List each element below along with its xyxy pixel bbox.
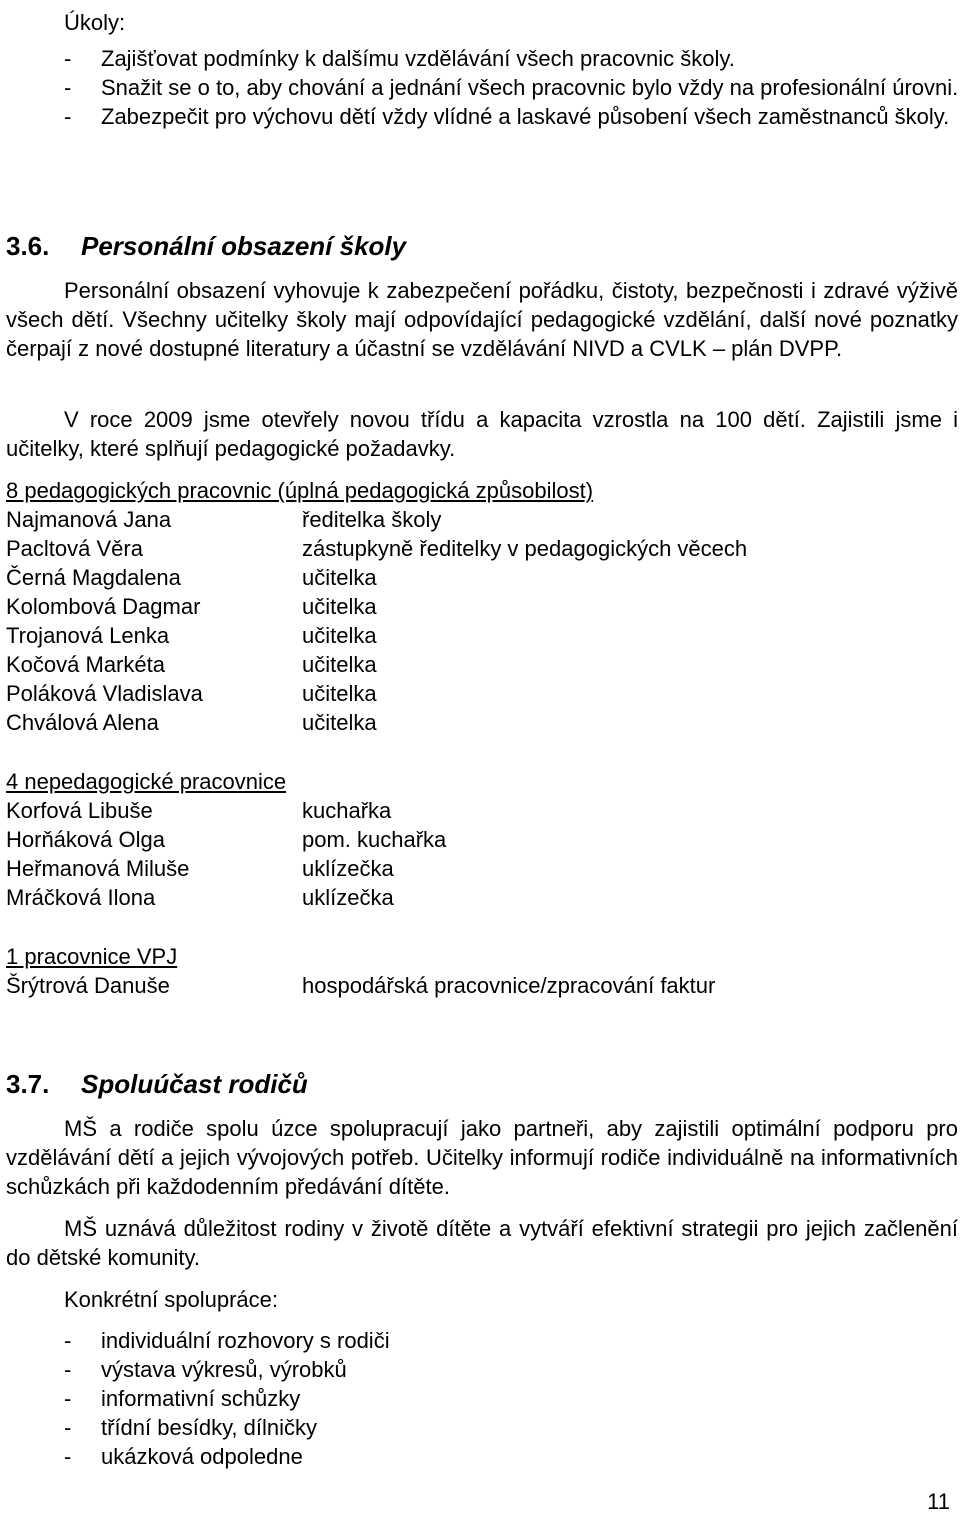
list-item: - Zabezpečit pro výchovu dětí vždy vlídné a laskavé působení všech zaměstnanců školy.	[64, 104, 950, 129]
section-title: Spoluúčast rodičů	[81, 1069, 308, 1099]
pedagogical-staff-list	[6, 505, 958, 737]
table-row: Kolombová Dagmar učitelka	[6, 594, 377, 619]
list-item: - individuální rozhovory s rodiči	[64, 1328, 390, 1353]
table-row: Kočová Markéta učitelka	[6, 652, 377, 677]
table-row: Pacltová Věra zástupkyně ředitelky v pedagogických věcech	[6, 536, 748, 561]
table-row: Najmanová Jana ředitelka školy	[6, 507, 442, 532]
section-title: Personální obsazení školy	[81, 231, 407, 261]
nonpedagogical-staff-title: 4 nepedagogické pracovnice	[6, 769, 287, 794]
tasks-title: Úkoly:	[64, 10, 126, 35]
page-number: 11	[927, 1489, 950, 1514]
list-item: - Zajišťovat podmínky k dalšímu vzdělávání všech pracovnic školy.	[64, 46, 735, 71]
list-item: - výstava výkresů, výrobků	[64, 1357, 347, 1382]
vpj-staff-title: 1 pracovnice VPJ	[6, 944, 178, 969]
list-item: - informativní schůzky	[64, 1386, 301, 1411]
table-row: Horňáková Olga pom. kuchařka	[6, 827, 447, 852]
section-heading-3-7	[6, 1068, 308, 1100]
personnel-paragraph-2: V roce 2009 jsme otevřely novou třídu a kapacita vzrostla na 100 dětí. Zajistili jsme i učitelky, které splňují pedagogické požadavky.	[6, 407, 958, 461]
table-row: Černá Magdalena učitelka	[6, 565, 377, 590]
table-row: Trojanová Lenka učitelka	[6, 623, 377, 648]
table-row: Heřmanová Miluše uklízečka	[6, 856, 394, 881]
cooperation-list	[64, 1326, 960, 1471]
section-heading-3-6	[6, 230, 406, 262]
pedagogical-staff-title: 8 pedagogických pracovnic (úplná pedagogická způsobilost)	[6, 478, 594, 503]
section-number: 3.6.	[6, 231, 50, 261]
parents-paragraph-1: MŠ a rodiče spolu úzce spolupracují jako partneři, aby zajistili optimální podporu pro vzdělávání dětí a jejich vývojových potřeb. Učitelky informují rodiče individuálně na informativních schůzkách při každodenním předávání dítěte.	[6, 1116, 958, 1199]
personnel-paragraph-1: Personální obsazení vyhovuje k zabezpečení pořádku, čistoty, bezpečnosti i zdravé výživě všech dětí. Všechny učitelky školy mají odpovídající pedagogické vzdělání, další nové poznatky čerpají z nové dostupné literatury a účastní se vzdělávání NIVD a CVLK – plán DVPP.	[6, 278, 958, 361]
cooperation-title: Konkrétní spolupráce:	[64, 1287, 279, 1312]
nonpedagogical-staff-list	[6, 796, 958, 912]
table-row: Poláková Vladislava učitelka	[6, 681, 377, 706]
section-number: 3.7.	[6, 1069, 50, 1099]
tasks-list	[64, 44, 960, 131]
table-row: Chválová Alena učitelka	[6, 710, 377, 735]
list-item: - ukázková odpoledne	[64, 1444, 303, 1469]
list-item: - Snažit se o to, aby chování a jednání všech pracovnic bylo vždy na profesionální úrovni.	[64, 75, 959, 100]
parents-paragraph-2: MŠ uznává důležitost rodiny v životě dítěte a vytváří efektivní strategii pro jejich začlenění do dětské komunity.	[6, 1216, 958, 1270]
vpj-staff-list	[6, 971, 958, 1000]
table-row: Mráčková Ilona uklízečka	[6, 885, 394, 910]
table-row: Korfová Libuše kuchařka	[6, 798, 392, 823]
table-row: Šrýtrová Danuše hospodářská pracovnice/zpracování faktur	[6, 973, 716, 998]
list-item: - třídní besídky, dílničky	[64, 1415, 318, 1440]
